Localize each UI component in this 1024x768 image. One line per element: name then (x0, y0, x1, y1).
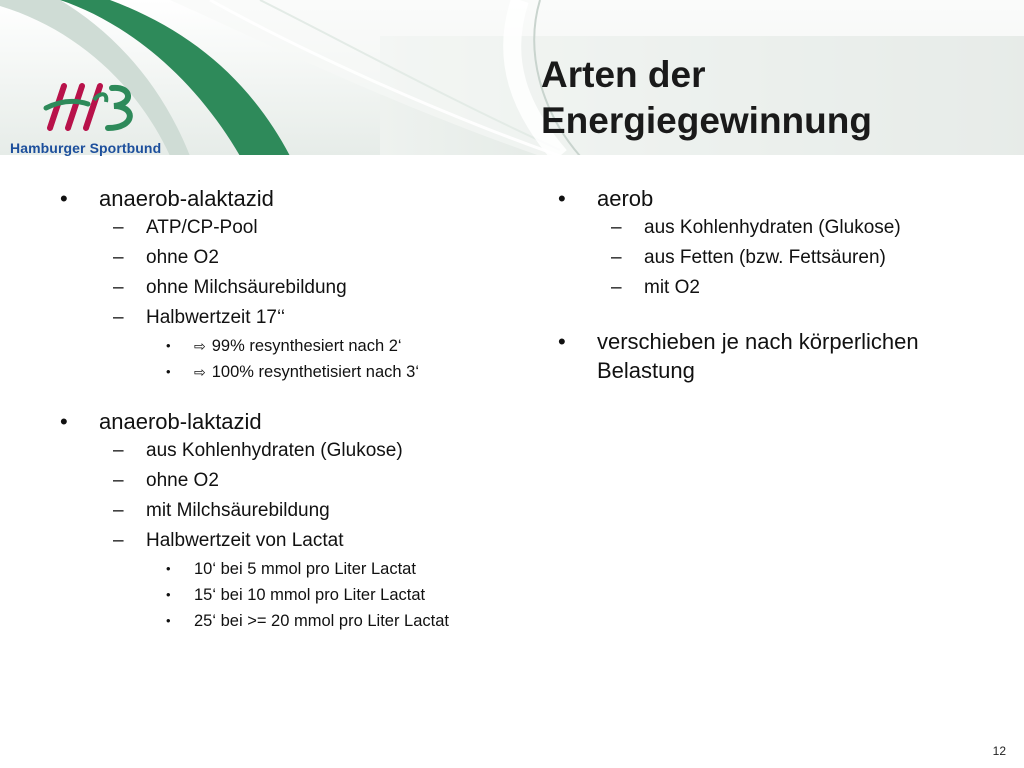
page-number: 12 (992, 744, 1006, 758)
sub-bullet (58, 213, 518, 243)
bullet-label: anaerob-alaktazid (99, 186, 274, 211)
dash-marker: – (113, 307, 124, 328)
dash-marker: – (113, 247, 124, 268)
slide-title (541, 52, 872, 144)
dash-marker: – (611, 217, 622, 238)
sub-bullet (58, 303, 518, 333)
dash-marker: – (611, 277, 622, 298)
bullet-label: verschieben je nach körperlichen Belastung (597, 329, 919, 383)
sub-bullet-label: mit Milchsäurebildung (146, 500, 330, 521)
sub-sub-bullet (58, 359, 518, 385)
sub-bullet (58, 466, 518, 496)
hamburger-sportbund-logo (10, 78, 190, 162)
sub-bullet (556, 243, 996, 273)
dash-marker: – (113, 277, 124, 298)
sub-bullet (556, 213, 996, 243)
sub-bullet-label: ohne O2 (146, 247, 219, 268)
right-arrow-icon: ⇨ (194, 364, 206, 380)
bullet-verschieben (556, 327, 996, 385)
dash-marker: – (113, 440, 124, 461)
sub-sub-bullet-label: 99% resynthesiert nach 2‘ (211, 337, 402, 355)
sub-bullet (58, 526, 518, 556)
sub-bullet (58, 436, 518, 466)
small-bullet-marker: • (166, 613, 171, 628)
right-column (556, 184, 996, 385)
bullet-label: aerob (597, 186, 654, 211)
logo-org-name: Hamburger Sportbund (10, 140, 162, 156)
bullet-marker: • (60, 409, 68, 434)
bullet-label: anaerob-laktazid (99, 409, 262, 434)
bullet-marker: • (60, 186, 68, 211)
sub-sub-bullet-label: 25‘ bei >= 20 mmol pro Liter Lactat (194, 612, 449, 630)
hsb-logo-mark (42, 78, 142, 136)
slide-title-line-2: Energiegewinnung (541, 100, 872, 141)
dash-marker: – (611, 247, 622, 268)
dash-marker: – (113, 217, 124, 238)
sub-bullet-label: ohne O2 (146, 470, 219, 491)
sub-bullet (556, 273, 996, 303)
sub-bullet (58, 273, 518, 303)
sub-bullet-label: ATP/CP-Pool (146, 217, 258, 238)
bullet-anaerob-alaktazid (58, 184, 518, 213)
sub-bullet-label: mit O2 (644, 277, 700, 298)
dash-marker: – (113, 470, 124, 491)
dash-marker: – (113, 500, 124, 521)
sub-bullet-label: ohne Milchsäurebildung (146, 277, 347, 298)
small-bullet-marker: • (166, 587, 171, 602)
dash-marker: – (113, 530, 124, 551)
small-bullet-marker: • (166, 561, 171, 576)
sub-bullet (58, 496, 518, 526)
sub-sub-bullet (58, 582, 518, 608)
sub-sub-bullet-label: 15‘ bei 10 mmol pro Liter Lactat (194, 586, 426, 604)
small-bullet-marker: • (166, 364, 171, 379)
right-arrow-icon: ⇨ (194, 338, 206, 354)
sub-bullet-label: aus Fetten (bzw. Fettsäuren) (644, 247, 886, 268)
sub-sub-bullet (58, 333, 518, 359)
sub-bullet-label: aus Kohlenhydraten (Glukose) (644, 217, 901, 238)
sub-bullet (58, 243, 518, 273)
bullet-anaerob-laktazid (58, 407, 518, 436)
bullet-aerob (556, 184, 996, 213)
small-bullet-marker: • (166, 338, 171, 353)
sub-sub-bullet-label: 100% resynthetisiert nach 3‘ (211, 363, 420, 381)
bullet-marker: • (558, 329, 566, 354)
slide-title-line-1: Arten der (541, 54, 706, 95)
sub-bullet-label: Halbwertzeit 17‘‘ (146, 307, 286, 328)
bullet-marker: • (558, 186, 566, 211)
sub-sub-bullet (58, 556, 518, 582)
left-column (58, 184, 518, 634)
sub-sub-bullet (58, 608, 518, 634)
sub-bullet-label: Halbwertzeit von Lactat (146, 530, 344, 551)
sub-bullet-label: aus Kohlenhydraten (Glukose) (146, 440, 403, 461)
sub-sub-bullet-label: 10‘ bei 5 mmol pro Liter Lactat (194, 560, 416, 578)
